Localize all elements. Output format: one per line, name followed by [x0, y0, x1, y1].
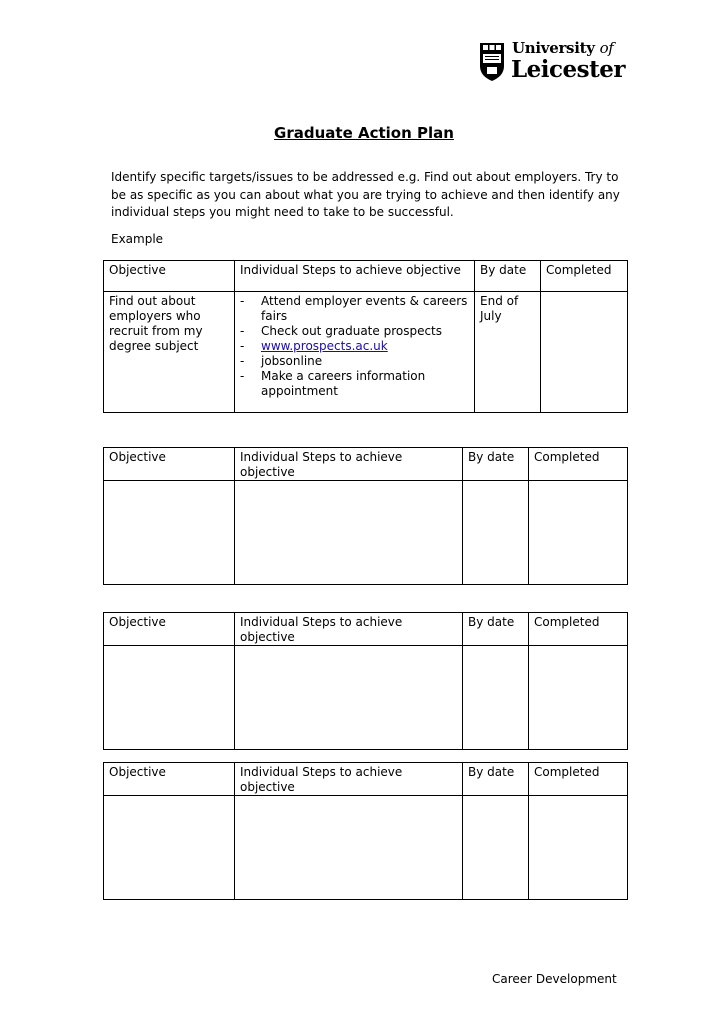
header-objective: Objective: [104, 261, 235, 292]
table-row: [104, 796, 628, 900]
example-completed[interactable]: [541, 292, 628, 413]
example-steps-cell: [235, 292, 475, 413]
completed-cell[interactable]: [529, 646, 628, 750]
logo-university-text: University of: [512, 39, 614, 57]
header-steps: Individual Steps to achieve objective: [235, 613, 463, 646]
list-item: - Make a careers information appointment: [240, 369, 469, 399]
example-by-date: End of July: [475, 292, 541, 413]
header-objective: Objective: [104, 448, 235, 481]
header-objective: Objective: [104, 613, 235, 646]
logo-leicester-text: Leicester: [511, 56, 626, 83]
table-row: [104, 292, 628, 413]
steps-cell[interactable]: [235, 646, 463, 750]
header-objective: Objective: [104, 763, 235, 796]
by-date-cell[interactable]: [463, 646, 529, 750]
university-crest-icon: [479, 42, 505, 82]
header-by-date: By date: [463, 763, 529, 796]
header-by-date: By date: [463, 613, 529, 646]
objective-cell[interactable]: [104, 646, 235, 750]
table-row: [104, 646, 628, 750]
header-steps: Individual Steps to achieve objective: [235, 261, 475, 292]
completed-cell[interactable]: [529, 481, 628, 585]
example-objective: Find out about employers who recruit from my degree subject: [104, 292, 235, 413]
objective-cell[interactable]: [104, 481, 235, 585]
list-item: - Attend employer events & careers fairs: [240, 294, 469, 324]
header-completed: Completed: [529, 763, 628, 796]
list-item: - Check out graduate prospects: [240, 324, 469, 339]
example-steps-list: [240, 294, 469, 399]
prospects-link[interactable]: www.prospects.ac.uk: [261, 339, 388, 353]
action-plan-table-1: [103, 447, 628, 585]
header-completed: Completed: [541, 261, 628, 292]
action-plan-table-3: [103, 762, 628, 900]
list-item: [240, 339, 469, 354]
header-completed: Completed: [529, 448, 628, 481]
header-by-date: By date: [475, 261, 541, 292]
page-title: Graduate Action Plan: [274, 124, 454, 142]
footer-text: Career Development: [492, 972, 617, 986]
header-completed: Completed: [529, 613, 628, 646]
action-plan-table-2: [103, 612, 628, 750]
example-label: Example: [111, 232, 164, 246]
steps-cell[interactable]: [235, 481, 463, 585]
objective-cell[interactable]: [104, 796, 235, 900]
steps-cell[interactable]: [235, 796, 463, 900]
header-by-date: By date: [463, 448, 529, 481]
table-header-row: [104, 261, 628, 292]
table-header-row: [104, 613, 628, 646]
table-header-row: [104, 448, 628, 481]
table-header-row: [104, 763, 628, 796]
completed-cell[interactable]: [529, 796, 628, 900]
intro-text: Identify specific targets/issues to be addressed e.g. Find out about employers. Try to be as specific as you can about what you are trying to achieve and then identify any individual steps you might need to take to be successful.: [111, 170, 620, 219]
by-date-cell[interactable]: [463, 796, 529, 900]
university-logo: [479, 39, 626, 88]
header-steps: Individual Steps to achieve objective: [235, 448, 463, 481]
by-date-cell[interactable]: [463, 481, 529, 585]
table-row: [104, 481, 628, 585]
example-table: [103, 260, 628, 413]
list-item: - jobsonline: [240, 354, 469, 369]
header-steps: Individual Steps to achieve objective: [235, 763, 463, 796]
